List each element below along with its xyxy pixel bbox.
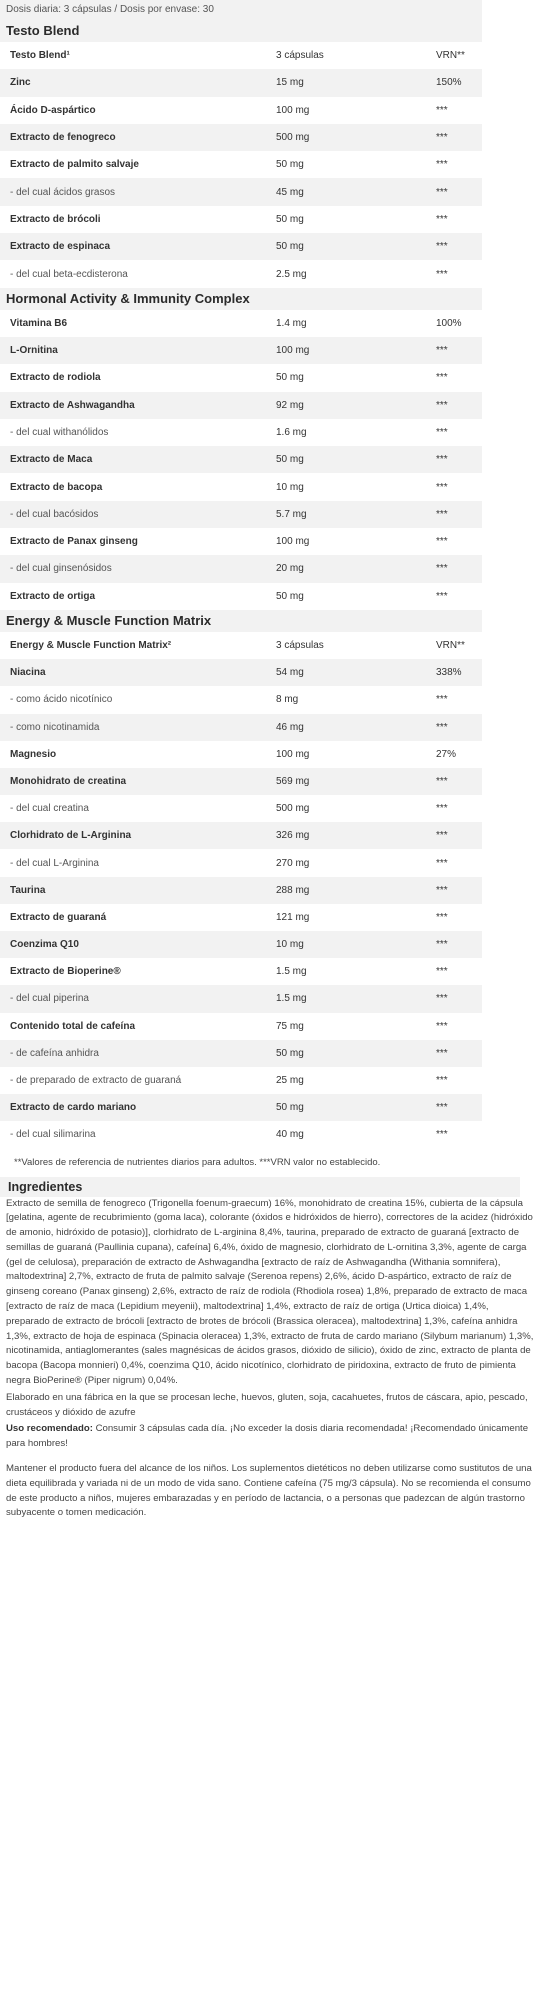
- nutrient-vrn: ***: [436, 911, 448, 923]
- nutrient-name: Contenido total de cafeína: [10, 1020, 136, 1032]
- nutrient-name: - del cual ginsenósidos: [10, 563, 112, 575]
- nutrient-vrn: ***: [436, 993, 448, 1005]
- nutrient-amount: 75 mg: [276, 1020, 304, 1032]
- section-title: Testo Blend: [0, 20, 482, 42]
- nutrient-amount: 121 mg: [276, 911, 310, 923]
- nutrient-amount: 1.5 mg: [276, 966, 307, 978]
- table-row: [0, 1040, 482, 1067]
- table-row: [0, 233, 482, 260]
- nutrient-amount: 50 mg: [276, 1047, 304, 1059]
- nutrient-amount: 1.6 mg: [276, 427, 307, 438]
- nutrient-vrn: ***: [436, 454, 448, 466]
- table-row: [0, 260, 482, 287]
- table-row: [0, 931, 482, 958]
- ingredients-block: [0, 1177, 540, 1522]
- nutrient-name: - del cual silimarina: [10, 1129, 96, 1141]
- nutrient-name: Extracto de guaraná: [10, 911, 107, 923]
- nutrient-name: - del cual ácidos grasos: [10, 186, 116, 198]
- nutrient-amount: 569 mg: [276, 775, 310, 787]
- table-row: [0, 1094, 482, 1121]
- nutrient-name: Extracto de cardo mariano: [10, 1102, 137, 1114]
- recommended-use: [6, 1422, 534, 1452]
- nutrient-vrn: ***: [436, 1047, 448, 1059]
- nutrient-vrn: ***: [436, 884, 448, 896]
- nutrient-name: Extracto de bacopa: [10, 481, 103, 493]
- table-row: [0, 337, 482, 364]
- nutrient-name: Extracto de ortiga: [10, 590, 96, 602]
- nutrient-vrn: ***: [436, 508, 448, 520]
- nutrient-amount: 5.7 mg: [276, 508, 307, 520]
- nutrient-name: - del cual bacósidos: [10, 508, 99, 520]
- nutrient-amount: 45 mg: [276, 186, 304, 198]
- nutrient-amount: 3 cápsulas: [276, 640, 324, 652]
- nutrient-name: - como ácido nicotínico: [10, 694, 113, 706]
- nutrient-name: - como nicotinamida: [10, 721, 100, 733]
- table-row: [0, 904, 482, 931]
- nutrient-name: - de preparado de extracto de guaraná: [10, 1075, 182, 1087]
- nutrient-amount: 20 mg: [276, 563, 304, 575]
- nutrient-amount: 54 mg: [276, 667, 304, 679]
- nutrient-vrn: ***: [436, 372, 448, 384]
- nutrient-amount: 3 cápsulas: [276, 50, 324, 62]
- nutrient-vrn: VRN**: [436, 50, 465, 62]
- nutrient-vrn: ***: [436, 966, 448, 978]
- nutrient-amount: 270 mg: [276, 857, 310, 869]
- nutrient-vrn: 27%: [436, 748, 457, 760]
- recommended-use-label: Uso recomendado:: [6, 1423, 93, 1435]
- nutrient-amount: 40 mg: [276, 1129, 304, 1141]
- nutrient-vrn: ***: [436, 590, 448, 602]
- nutrient-amount: 50 mg: [276, 213, 304, 225]
- table-row: [0, 555, 482, 582]
- nutrient-vrn: ***: [436, 481, 448, 493]
- ingredients-title: Ingredientes: [0, 1177, 520, 1197]
- nutrient-name: Extracto de Bioperine®: [10, 966, 121, 978]
- table-row: [0, 178, 482, 205]
- nutrient-amount: 50 mg: [276, 590, 304, 602]
- table-row: [0, 446, 482, 473]
- nutrient-name: Zinc: [10, 77, 31, 89]
- nutrient-amount: 10 mg: [276, 481, 304, 493]
- table-row: [0, 151, 482, 178]
- nutrient-amount: 100 mg: [276, 748, 310, 760]
- table-row: [0, 392, 482, 419]
- nutrient-vrn: ***: [436, 241, 448, 253]
- nutrient-amount: 2.5 mg: [276, 268, 307, 280]
- nutrient-amount: 92 mg: [276, 399, 304, 411]
- nutrient-name: Ácido D-aspártico: [10, 104, 96, 116]
- nutrient-vrn: ***: [436, 803, 448, 815]
- nutrient-amount: 500 mg: [276, 803, 310, 815]
- table-row: [0, 849, 482, 876]
- nutrient-name: Magnesio: [10, 748, 57, 760]
- nutrient-vrn: 338%: [436, 667, 462, 679]
- table-row: [0, 69, 482, 96]
- table-row: [0, 686, 482, 713]
- nutrient-name: Extracto de Maca: [10, 454, 93, 466]
- nutrient-name: Extracto de brócoli: [10, 213, 101, 225]
- nutrient-amount: 288 mg: [276, 884, 310, 896]
- table-row: [0, 958, 482, 985]
- nutrient-amount: 50 mg: [276, 241, 304, 253]
- nutrient-vrn: ***: [436, 104, 448, 116]
- nutrient-vrn: ***: [436, 721, 448, 733]
- nutrient-name: L-Ornitina: [10, 345, 58, 357]
- nutrient-name: Extracto de palmito salvaje: [10, 159, 139, 171]
- table-row: [0, 1013, 482, 1040]
- nutrient-vrn: ***: [436, 775, 448, 787]
- nutrient-amount: 326 mg: [276, 830, 310, 842]
- nutrient-name: - del cual L-Arginina: [10, 857, 99, 869]
- table-row: [0, 419, 482, 446]
- table-row: [0, 741, 482, 768]
- nutrient-name: Extracto de Panax ginseng: [10, 536, 138, 548]
- table-row: [0, 714, 482, 741]
- nutrient-amount: 100 mg: [276, 536, 310, 548]
- nutrient-vrn: ***: [436, 563, 448, 575]
- nutrient-name: - del cual piperina: [10, 993, 89, 1005]
- table-row: [0, 42, 482, 69]
- nutrient-name: Extracto de rodiola: [10, 372, 101, 384]
- table-row: [0, 985, 482, 1012]
- table-row: [0, 124, 482, 151]
- nutrient-vrn: ***: [436, 1129, 448, 1141]
- table-row: [0, 632, 482, 659]
- recommended-use-text: Consumir 3 cápsulas cada día. ¡No exceder la dosis diaria recomendada! ¡Recomendado únicamente para hombres!: [6, 1423, 529, 1450]
- table-row: [0, 877, 482, 904]
- nutrient-amount: 1.4 mg: [276, 317, 307, 329]
- nutrition-sections: [0, 20, 482, 1149]
- nutrient-vrn: ***: [436, 939, 448, 951]
- table-row: [0, 97, 482, 124]
- nutrient-name: Extracto de Ashwagandha: [10, 399, 135, 411]
- nutrient-vrn: ***: [436, 1075, 448, 1087]
- footnote: **Valores de referencia de nutrientes diarios para adultos. ***VRN valor no establecido.: [0, 1149, 482, 1177]
- table-row: [0, 364, 482, 391]
- nutrient-vrn: ***: [436, 536, 448, 548]
- nutrient-vrn: ***: [436, 857, 448, 869]
- nutrient-vrn: ***: [436, 830, 448, 842]
- nutrient-vrn: ***: [436, 1020, 448, 1032]
- nutrient-vrn: ***: [436, 427, 448, 438]
- nutrient-name: Extracto de espinaca: [10, 241, 111, 253]
- nutrient-name: Taurina: [10, 884, 46, 896]
- nutrient-vrn: ***: [436, 345, 448, 357]
- nutrient-vrn: ***: [436, 268, 448, 280]
- nutrient-name: Testo Blend¹: [10, 50, 70, 62]
- table-row: [0, 583, 482, 610]
- table-row: [0, 501, 482, 528]
- nutrient-amount: 100 mg: [276, 345, 310, 357]
- nutrient-amount: 50 mg: [276, 372, 304, 384]
- nutrient-vrn: ***: [436, 213, 448, 225]
- table-row: [0, 822, 482, 849]
- nutrient-vrn: ***: [436, 186, 448, 198]
- nutrient-amount: 50 mg: [276, 1102, 304, 1114]
- nutrient-name: Energy & Muscle Function Matrix²: [10, 640, 172, 652]
- nutrient-vrn: 150%: [436, 77, 462, 89]
- nutrient-name: - del cual creatina: [10, 803, 89, 815]
- table-row: [0, 528, 482, 555]
- nutrient-vrn: VRN**: [436, 640, 465, 652]
- nutrient-name: Niacina: [10, 667, 46, 679]
- nutrient-name: - del cual beta-ecdisterona: [10, 268, 128, 280]
- nutrient-amount: 100 mg: [276, 104, 310, 116]
- nutrient-amount: 50 mg: [276, 454, 304, 466]
- nutrient-amount: 46 mg: [276, 721, 304, 733]
- nutrient-vrn: 100%: [436, 317, 462, 329]
- nutrient-name: Vitamina B6: [10, 317, 68, 329]
- nutrient-name: - de cafeína anhidra: [10, 1047, 99, 1059]
- nutrient-amount: 50 mg: [276, 159, 304, 171]
- nutrient-name: - del cual withanólidos: [10, 427, 109, 438]
- nutrient-name: Coenzima Q10: [10, 939, 79, 951]
- table-row: [0, 1067, 482, 1094]
- table-row: [0, 310, 482, 337]
- nutrient-vrn: ***: [436, 132, 448, 144]
- nutrient-vrn: ***: [436, 159, 448, 171]
- nutrient-vrn: ***: [436, 399, 448, 411]
- nutrient-amount: 500 mg: [276, 132, 310, 144]
- nutrient-amount: 10 mg: [276, 939, 304, 951]
- ingredients-text: Extracto de semilla de fenogreco (Trigonella foenum-graecum) 16%, monohidrato de creatina 15%, cubierta de la cápsula [gelatina, agente de recubrimiento (goma laca), colorante (óxidos e hidróxidos de hierro), correctores de la acidez (hidróxido de amonio, hidróxido de potasio)], clorhidrato de L-arginina 8,4%, taurina, preparado de extracto de guaraná [extracto de semillas de guaraná (Paullinia cupana), cafeína] 6,4%, óxido de magnesio, clorhidrato de L-ornitina 3,3%, agente de carga (gel de celulosa), preparación de extracto de Ashwagandha [extracto de raíz de Ashwagandha (Withania somnifera), maltodextrina] 2,7%, extracto de fruta de palmito salvaje (Serenoa repens) 2,6%, ácido D-aspártico, extracto de raíz de ginseng coreano (Panax ginseng) 2,6%, extracto de raíz de rodiola (Rhodiola rosea) 1,8%, preparado de extracto de maca [extracto de raíz de maca (Lepidium meyenii), maltodextrina] 1,4%, extracto de raíz de ortiga (Urtica dioica) 1,4%, preparado de extracto de brócoli [extracto de brotes de brócoli (Brassica oleracea), maltodextrina] 1,3%, cafeína anhidra 1,3%, extracto de hoja de espinaca (Spinacia oleracea) 1,3%, extracto de fruta de cardo mariano (Silybum marianum) 1,3%, nicotinamida, antiaglomerantes (sales magnésicas de ácidos grasos, dióxido de silicio), óxido de zinc, extracto de planta de bacopa (Bacopa monnieri) 0,4%, coenzima Q10, ácido nicotínico, clorhidrato de piridoxina, extracto de fruto de pimienta negra BioPerine® (Piper nigrum) 0,04%.: [6, 1197, 534, 1387]
- section-title: Hormonal Activity & Immunity Complex: [0, 288, 482, 310]
- dosage-info: Dosis diaria: 3 cápsulas / Dosis por envase: 30: [6, 4, 214, 15]
- nutrient-name: Clorhidrato de L-Arginina: [10, 830, 132, 842]
- nutrient-amount: 25 mg: [276, 1075, 304, 1087]
- nutrient-amount: 8 mg: [276, 694, 299, 706]
- nutrient-vrn: ***: [436, 694, 448, 706]
- nutrient-name: Extracto de fenogreco: [10, 132, 116, 144]
- nutrient-amount: 15 mg: [276, 77, 304, 89]
- table-row: [0, 795, 482, 822]
- section-title: Energy & Muscle Function Matrix: [0, 610, 482, 632]
- nutrient-amount: 1.5 mg: [276, 993, 307, 1005]
- nutrient-name: Monohidrato de creatina: [10, 775, 127, 787]
- table-row: [0, 473, 482, 500]
- table-row: [0, 206, 482, 233]
- table-row: [0, 1121, 482, 1148]
- nutrient-vrn: ***: [436, 1102, 448, 1114]
- table-row: [0, 659, 482, 686]
- supplement-facts: [0, 0, 482, 1149]
- allergen-note: Elaborado en una fábrica en la que se procesan leche, huevos, gluten, soja, cacahuetes, frutos de cáscara, apio, pescado, crustáceos y dióxido de azufre: [6, 1391, 528, 1418]
- warning-text: Mantener el producto fuera del alcance de los niños. Los suplementos dietéticos no deben utilizarse como sustitutos de una dieta equilibrada y variada ni de un modo de vida sano. Contiene cafeína (75 mg/3 cápsula). No se recomienda el consumo de este producto a niños, mujeres embarazadas y en período de lactancia, o a personas que padezcan de algún trastorno subyacente o tomen medicación.: [6, 1463, 532, 1519]
- table-row: [0, 768, 482, 795]
